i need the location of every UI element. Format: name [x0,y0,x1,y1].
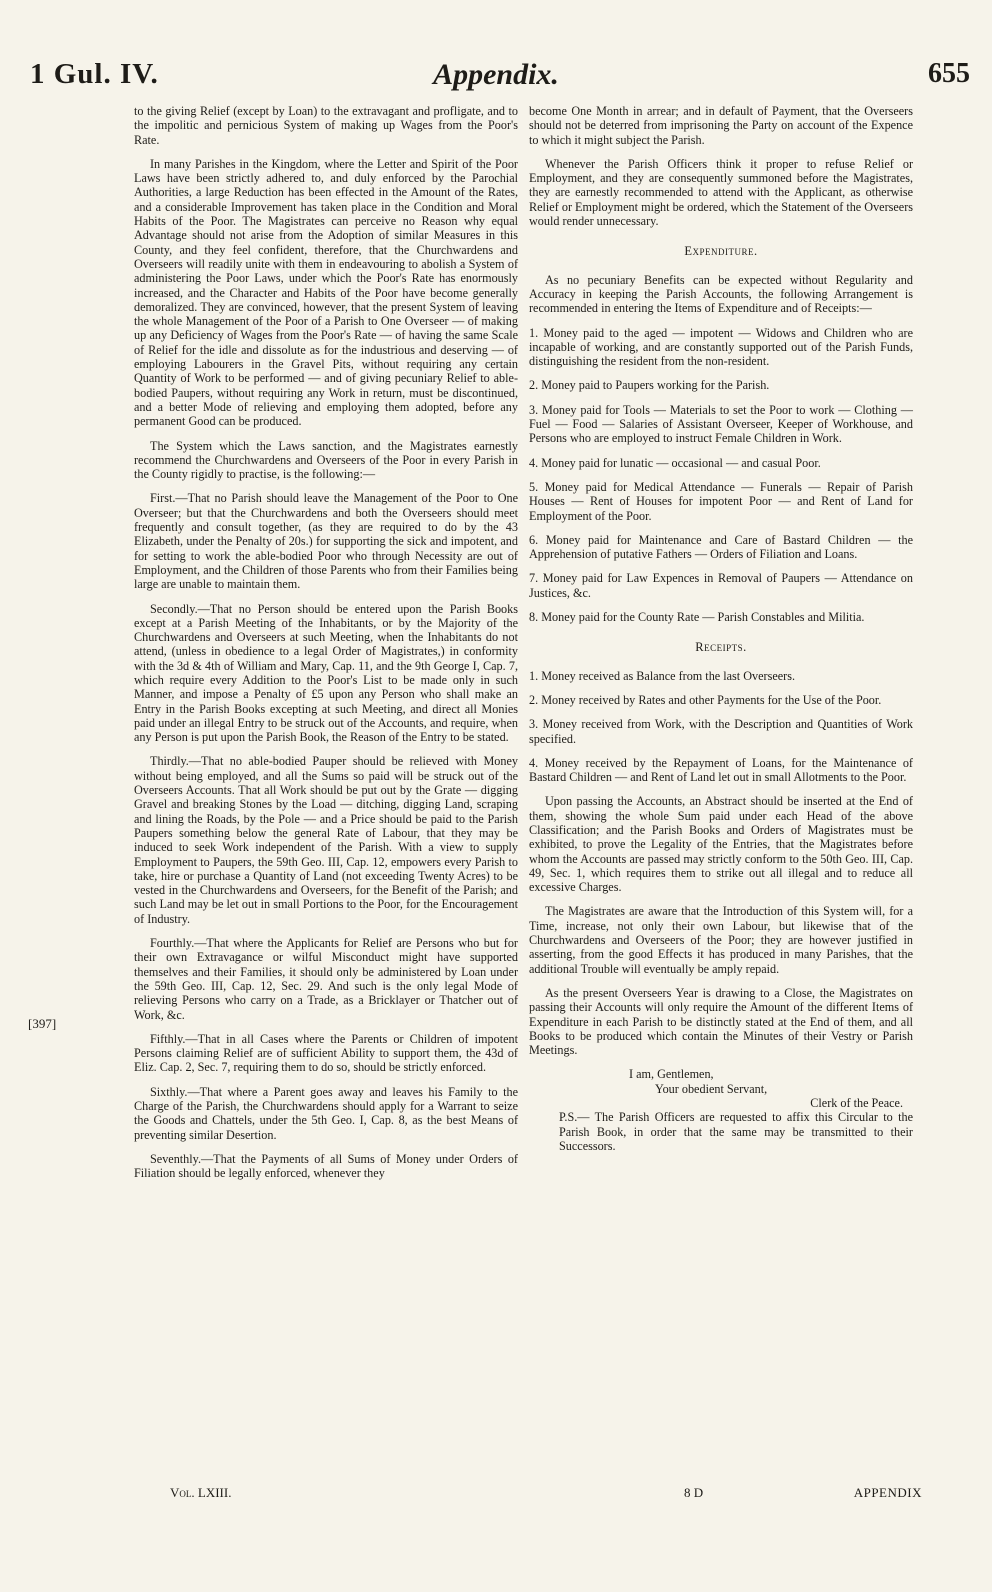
letter-closing [529,1067,913,1110]
expenditure-item: 4. Money paid for lunatic — occasional — and casual Poor. [529,455,821,470]
paragraph-fifthly: Fifthly.—That in all Cases where the Parents or Children of impotent Persons claiming Relief are of sufficient Ability to support them, the 43d of Eliz. Cap. 2, Sec. 7, requiring them to do so, should be strictly enforced. [134,1031,518,1075]
receipts-heading: Receipts. [695,640,747,655]
catchword: APPENDIX [853,1485,922,1500]
paragraph: As the present Overseers Year is drawing to a Close, the Magistrates on passing their Accounts will only require the Amount of the different Items of Expenditure in each Parish to be distinctly stated at the End of them, and all Books to be produced which contain the Minutes of their Vestry or Parish Meetings. [529,985,913,1058]
signatory-title: Clerk of the Peace. [810,1096,903,1111]
paragraph: In many Parishes in the Kingdom, where the Letter and Spirit of the Poor Laws have been strictly adhered to, and duly enforced by the Parochial Authorities, a large Reduction has been effected in the Amount of the Rates, and a considerable Improvement has taken place in the Condition and Moral Habits of the Poor. The Magistrates can perceive no Reason why equal Advantage should not arise from the Adoption of similar Measures in this County, and they feel confident, therefore, that the Churchwardens and Overseers will readily unite with them in endeavouring to abolish a System of administering the Poor Laws, under which the Poor's Rate has enormously increased, and the Character and Habits of the Poor have become generally demoralized. They are convinced, however, that the present System of leaving the whole Management of the Poor of a Parish to One Overseer — of making up any Deficiency of Wages from the Poor's Rate — of having the same Scale of Relief for the idle and dissolute as for the industrious and deserving — of employing Labourers in the Gravel Pits, without requiring any certain Quantity of Work to be performed — and of giving pecuniary Relief to able-bodied Paupers, without requiring any Work in return, must be discontinued, and a better Mode of relieving and employing them adopted, before any permanent Good can be produced. [134,156,518,429]
expenditure-heading: Expenditure. [684,244,758,259]
right-column [529,104,913,1163]
paragraph-fourthly: Fourthly.—That where the Applicants for Relief are Persons who but for their own Extravagance or wilful Misconduct might have supported themselves and their Families, it should only be administered by Loan under the 59th Geo. III, Cap. 12, Sec. 29. And such is the only legal Mode of relieving Persons who carry on a Trade, as a Bricklayer or Thatcher out of Work, &c. [134,936,518,1022]
paragraph: The Magistrates are aware that the Introduction of this System will, for a Time, increase, not only their own Labour, but likewise that of the Churchwardens and Overseers of the Poor; they are however justified in asserting, from the good Effects it has produced in many Parishes, that the additional Trouble will eventually be amply repaid. [529,904,913,976]
receipt-item: 3. Money received from Work, with the Description and Quantities of Work specified. [529,717,913,746]
receipt-item: 1. Money received as Balance from the last Overseers. [529,668,795,683]
postscript: P.S.— The Parish Officers are requested to affix this Circular to the Parish Book, in order that the same may be transmitted to their Successors. [559,1110,913,1153]
signature-mark: 8 D [684,1485,704,1500]
paragraph-seventhly: Seventhly.—That the Payments of all Sums of Money under Orders of Filiation should be legally enforced, whenever they [134,1151,518,1181]
left-column [134,104,518,1190]
paragraph: The System which the Laws sanction, and the Magistrates earnestly recommend the Churchwardens and Overseers of the Poor in every Parish in the County rigidly to practise, is the following:— [134,438,518,482]
receipt-item: 2. Money received by Rates and other Payments for the Use of the Poor. [529,692,882,707]
paragraph-first: First.—That no Parish should leave the Management of the Poor to One Overseer; but that the Churchwardens and both the Overseers should meet frequently and consult together, (as they are required to do by the 43 Elizabeth, under the Penalty of 20s.) for supporting the sick and impotent, and for setting to work the able-bodied Poor who through Necessity are out of Employment, and the Children of those Parents who from their Families being large are unable to maintain them. [134,491,518,592]
expenditure-item: 8. Money paid for the County Rate — Parish Constables and Militia. [529,610,865,625]
expenditure-item: 5. Money paid for Medical Attendance — Funerals — Repair of Parish Houses — Rent of Houses for impotent Poor — and Rent of Land for Employment of the Poor. [529,479,913,523]
paragraph: become One Month in arrear; and in default of Payment, that the Overseers should not be deterred from imprisoning the Party on account of the Expence to which it might subject the Parish. [529,104,913,147]
paragraph: As no pecuniary Benefits can be expected without Regularity and Accuracy in keeping the Parish Accounts, the following Arrangement is recommended in entering the Items of Expenditure and of Receipts:— [529,272,913,316]
paragraph: Whenever the Parish Officers think it proper to refuse Relief or Employment, and they are consequently summoned before the Magistrates, they are earnestly recommended to attend with the Applicant, as otherwise Relief or Employment might be ordered, which the Statement of the Overseers would render unnecessary. [529,156,913,229]
volume-label: Vol. LXIII. [170,1485,232,1500]
salutation: I am, Gentlemen, [629,1067,714,1082]
running-head-title: Appendix. [433,58,559,91]
paragraph: to the giving Relief (except by Loan) to the extravagant and profligate, and to the impolitic and pernicious System of making up Wages from the Poor's Rate. [134,104,518,147]
expenditure-item: 6. Money paid for Maintenance and Care of Bastard Children — the Apprehension of putative Fathers — Orders of Filiation and Loans. [529,532,913,562]
page-number: 655 [928,58,970,89]
paragraph-thirdly: Thirdly.—That no able-bodied Pauper should be relieved with Money without being employed, and all the Sums so paid will be struck out of the Overseers Accounts. That all Work should be put out by the Grate — digging Gravel and breaking Stones by the Load — ditching, digging Land, scraping and lining the Roads, by the Pole — and a Price should be paid to the Parish Paupers something below the general Rate of Labour, that they may be induced to seek Work independent of the Parish. With a view to supply Employment to Paupers, the 59th Geo. III, Cap. 12, empowers every Parish to take, hire or purchase a Quantity of Land (not exceeding Twenty Acres) to be vested in the Churchwardens and Overseers, for the Benefit of the Parish; and such Land may be let out in small Portions to the Poor, for the Encouragement of Industry. [134,754,518,926]
expenditure-item: 7. Money paid for Law Expences in Removal of Paupers — Attendance on Justices, &c. [529,571,913,600]
paragraph-secondly: Secondly.—That no Person should be entered upon the Parish Books except at a Parish Meeting of the Inhabitants, or by the Majority of the Churchwardens and Overseers at such Meeting, when the Inhabitants do not attend, (unless in obedience to a legal Order of Magistrates,) in conformity with the 3d & 4th of William and Mary, Cap. 11, and the 9th George I, Cap. 7, which require every Addition to the Poor's List to be made only in such Manner, and impose a Penalty of £5 upon any Person who shall make an Entry in the Parish Books excepting at such Meeting, and direct all Monies paid under an illegal Entry to be struck out of the Accounts, and require, when any Person is put upon the Parish Book, the Reason of the Entry to be stated. [134,601,518,745]
paragraph: Upon passing the Accounts, an Abstract should be inserted at the End of them, showing the whole Sum paid under each Head of the above Classification; and the Parish Books and Orders of Magistrates must be exhibited, to prove the Legality of the Entries, that the Magistrates before whom the Accounts are passed may strictly conform to the 50th Geo. III, Cap. 49, Sec. 1, which requires them to strike out all illegal and to reduce all excessive Charges. [529,794,913,895]
running-head-left: 1 Gul. IV. [30,58,159,90]
receipt-item: 4. Money received by the Repayment of Loans, for the Maintenance of Bastard Children — and Rent of Land let out in small Allotments to the Poor. [529,755,913,785]
expenditure-item: 2. Money paid to Paupers working for the Parish. [529,378,770,393]
valediction: Your obedient Servant, [655,1081,768,1096]
paragraph-sixthly: Sixthly.—That where a Parent goes away and leaves his Family to the Charge of the Parish, the Churchwardens should apply for a Warrant to seize the Goods and Chattels, under the 5th Geo. I, Cap. 8, as the best Means of preventing similar Desertion. [134,1084,518,1142]
page-header [0,58,992,98]
expenditure-item: 1. Money paid to the aged — impotent — Widows and Children who are incapable of working, and are constantly supported out of the Parish Funds, distinguishing the resident from the non-resident. [529,325,913,369]
page-footer [0,1485,992,1505]
expenditure-item: 3. Money paid for Tools — Materials to set the Poor to work — Clothing — Fuel — Food — Salaries of Assistant Overseer, Keeper of Workhouse, and Persons who are employed to instruct Female Children in Work. [529,402,913,446]
margin-page-reference: [397] [28,1016,57,1031]
